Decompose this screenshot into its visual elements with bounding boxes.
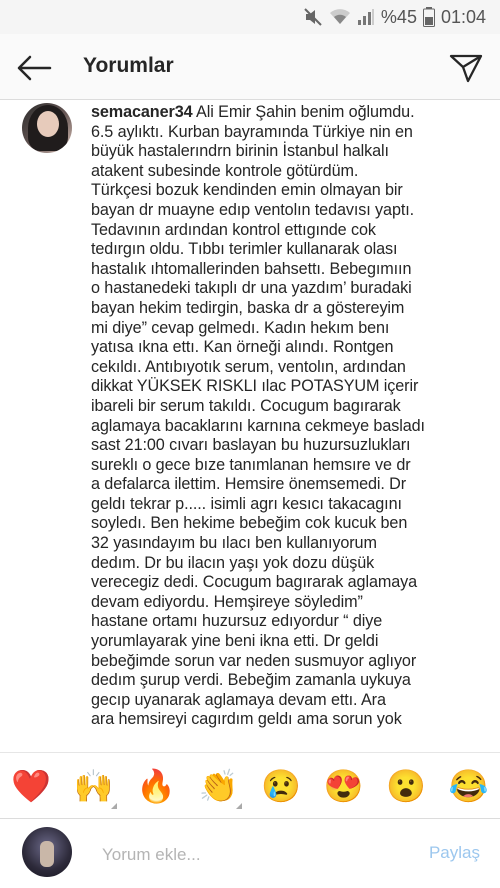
- raising-hands-emoji-button[interactable]: [63, 755, 126, 817]
- comment-input[interactable]: [100, 839, 404, 871]
- back-button[interactable]: [14, 48, 54, 88]
- clapping-hands-emoji-button[interactable]: [188, 755, 251, 817]
- comment-body: [91, 103, 486, 730]
- heart-eyes-emoji-button[interactable]: [313, 755, 376, 817]
- comment-username[interactable]: semacaner34: [91, 103, 193, 121]
- tears-of-joy-emoji: 😂: [448, 767, 489, 804]
- clock: 01:04: [440, 6, 486, 27]
- tears-of-joy-emoji-button[interactable]: [438, 755, 500, 817]
- wifi-icon: [329, 8, 351, 26]
- my-avatar: [22, 827, 72, 877]
- arrow-left-icon: [16, 55, 52, 81]
- comment-item: [0, 100, 500, 752]
- battery-percent: %45: [380, 6, 417, 27]
- comment-text: Ali Emir Şahin benim oğlumdu. 6.5 aylıktı. Kurban bayramında Türkiye nin en büyük hastalerındrn birinin İstanbul halkalı atakent subesinde kontrole götürdüm. Türkçesi bozuk kendinden emin olmayan bir bayan dr muayne edıp ventolın tedavısı yaptı. Tedavının ardından kontrol ettıgınde cok tedırgın oldu. Tıbbı terimler kullanarak olası hastalık ıhtomallerinden bahsettı. Bebegımıın o hastanedeki takıplı dr una yazdım’ buradaki bayan hekim tedirgin, baska dr a göstereyim mi diye” cevap gelmedı. Kadın hekım benı yatısa ıkna ettı. Kan örneği alındı. Rontgen cekıldı. Antıbıyotık serum, ventolın, ardından dikkat YÜKSEK RISKLI ılac POTASYUM içerir ibareli bir serum takıldı. Cocugum bagırarak aglamaya bacaklarını karnına cekmeye basladı sast 21:00 cıvarı baslayan bu huzursuzlukları sureklı o gece bıze tanımlanan hemsıre ve dr a defalarca ilettim. Hemsire önemsemedi. Dr geldı tekrar p..... isimli agrı kesıcı takacagını soyledı. Ben hekime bebeğim cok kucuk ben 32 yasındayım bu ılacı ben kullanıyorum dedım. Dr bu ilacın yaşı yok dozu düşük verecegiz dedi. Cocugum bagırarak aglamaya devam ediyordu. Hemşireye söyledim” hastane ortamı huzursuz edıyordur “ diye yorumlayarak yine beni ikna etti. Dr geldi bebeğimde sorun var neden susmuyor aglıyor dedım şurup verdi. Bebeğim zamanla uykuya gecıp uyanarak aglamaya devam ettı. Ara ara hemsireyi cagırdım geldı ama sorun yok: [91, 103, 425, 729]
- red-heart-emoji: ❤️: [11, 767, 52, 804]
- surprised-face-emoji-button[interactable]: [375, 755, 438, 817]
- crying-face-emoji: 😢: [261, 767, 302, 804]
- heart-eyes-emoji: 😍: [323, 767, 364, 804]
- variants-indicator: [111, 803, 117, 809]
- page-title: Yorumlar: [83, 54, 174, 77]
- variants-indicator: [236, 803, 242, 809]
- crying-face-emoji-button[interactable]: [250, 755, 313, 817]
- signal-icon: [357, 8, 375, 26]
- battery-icon: [423, 7, 435, 27]
- header: [0, 34, 500, 100]
- fire-emoji-button[interactable]: [125, 755, 188, 817]
- paper-plane-icon: [449, 53, 483, 83]
- raising-hands-emoji: 🙌: [73, 767, 114, 804]
- surprised-face-emoji: 😮: [386, 767, 427, 804]
- clapping-hands-emoji: 👏: [198, 767, 239, 804]
- fire-emoji: 🔥: [136, 767, 177, 804]
- comment-composer: [0, 818, 500, 888]
- red-heart-emoji-button[interactable]: [0, 755, 63, 817]
- status-bar: [0, 0, 500, 34]
- quick-reactions-bar: [0, 752, 500, 818]
- share-button[interactable]: [446, 48, 486, 88]
- post-button[interactable]: Paylaş: [428, 843, 480, 862]
- commenter-avatar[interactable]: [22, 103, 72, 153]
- mute-icon: [303, 7, 323, 27]
